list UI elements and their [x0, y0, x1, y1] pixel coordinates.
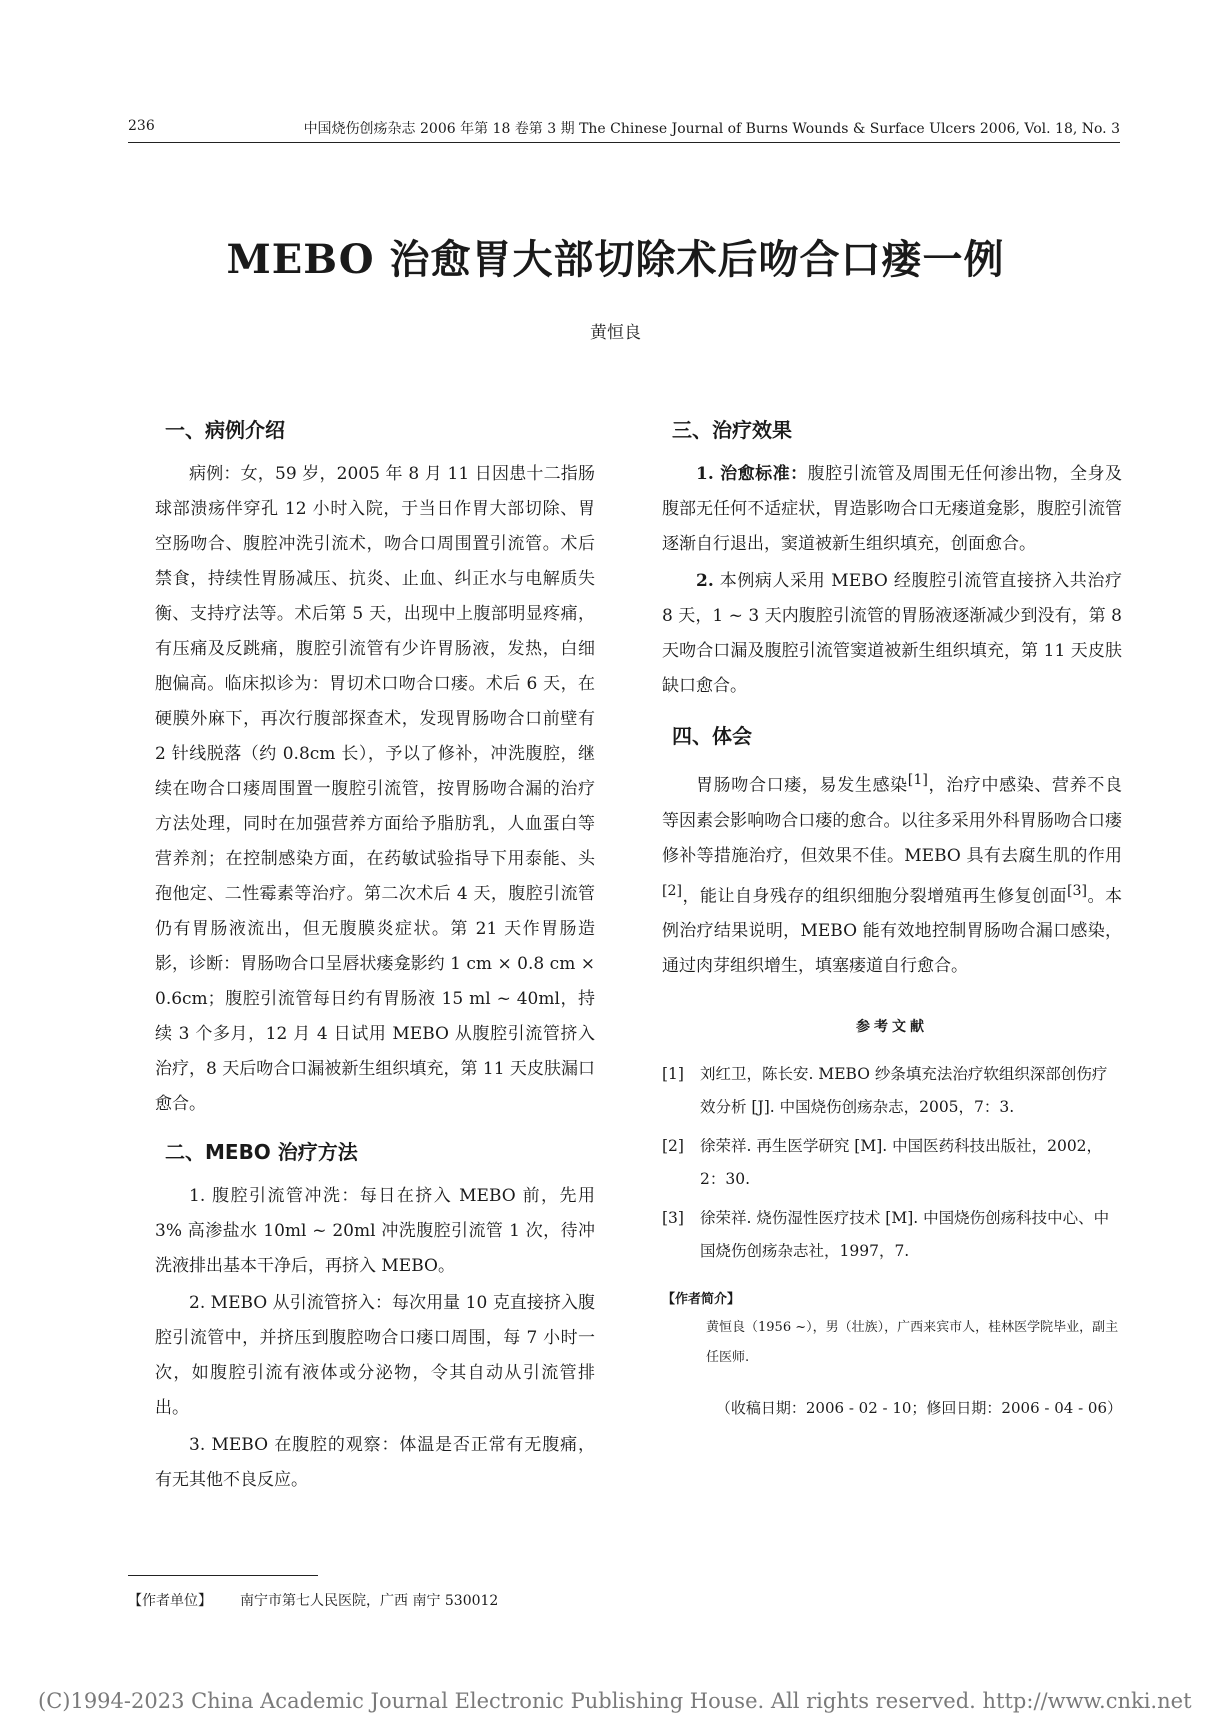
affiliation-text: 南宁市第七人民医院，广西 南宁 530012	[240, 1593, 499, 1609]
received-dates: （收稿日期：2006 - 02 - 10；修回日期：2006 - 04 - 06）	[715, 1399, 1122, 1418]
effect-paragraph-1	[662, 457, 1122, 562]
reference-text: 刘红卫，陈长安. MEBO 纱条填充法治疗软组织深部创伤疗效分析 [J]. 中国烧伤创疡杂志，2005，7：3.	[700, 1065, 1108, 1117]
experience-text-2: ，治疗中感染、营养不良等因素会影响吻合口瘘的愈合。以往多采用外科胃肠吻合口瘘修补等措施治疗，但效果不佳。MEBO 具有去腐生肌的作用	[662, 775, 1123, 866]
copyright-notice: (C)1994-2023 China Academic Journal Electronic Publishing House. All rights reserved. http://www.cnki.net	[38, 1689, 1192, 1713]
citation-3: [3]	[1067, 882, 1088, 899]
section-heading-method: 二、MEBO 治疗方法	[165, 1140, 358, 1164]
running-header	[128, 118, 1120, 140]
reference-number: [1]	[662, 1065, 684, 1084]
reference-text: 徐荣祥. 再生医学研究 [M]. 中国医药科技出版社，2002，2：30.	[700, 1137, 1103, 1189]
cure-criteria-text: 腹腔引流管及周围无任何渗出物，全身及腹部无任何不适症状，胃造影吻合口无瘘道龛影，腹腔引流管逐渐自行退出，窦道被新生组织填充，创面愈合。	[662, 464, 1122, 554]
cure-criteria-label: 1. 治愈标准：	[696, 464, 808, 484]
section-heading-experience: 四、体会	[672, 724, 752, 748]
author-name: 黄恒良	[590, 323, 641, 343]
author-bio-heading: 【作者简介】	[662, 1292, 741, 1308]
page-number: 236	[128, 118, 155, 134]
references-title: 参考文献	[856, 1019, 928, 1036]
section-heading-effect: 三、治疗效果	[672, 418, 792, 442]
journal-info: 中国烧伤创疡杂志 2006 年第 18 卷第 3 期 The Chinese Journal of Burns Wounds & Surface Ulcers 2006, Vol. 18, No. 3	[303, 121, 1120, 137]
case-paragraph: 病例：女，59 岁，2005 年 8 月 11 日因患十二指肠球部溃疡伴穿孔 12 小时入院，于当日作胃大部切除、胃空肠吻合、腹腔冲洗引流术，吻合口周围置引流管。术后禁食，持续性胃肠减压、抗炎、止血、纠正水与电解质失衡、支持疗法等。术后第 5 天，出现中上腹部明显疼痛，有压痛及反跳痛，腹腔引流管有少许胃肠液，发热，白细胞偏高。临床拟诊为：胃切术口吻合口瘘。术后 6 天，在硬膜外麻下，再次行腹部探查术，发现胃肠吻合口前壁有 2 针线脱落（约 0.8cm 长），予以了修补，冲洗腹腔，继续在吻合口瘘周围置一腹腔引流管，按胃肠吻合漏的治疗方法处理，同时在加强营养方面给予脂肪乳，人血蛋白等营养剂；在控制感染方面，在药敏试验指导下用泰能、头孢他定、二性霉素等治疗。第二次术后 4 天，腹腔引流管仍有胃肠液流出，但无腹膜炎症状。第 21 天作胃肠造影，诊断：胃肠吻合口呈唇状瘘龛影约 1 cm × 0.8 cm × 0.6cm；腹腔引流管每日约有胃肠液 15 ml ~ 40ml，持续 3 个多月，12 月 4 日试用 MEBO 从腹腔引流管挤入治疗，8 天后吻合口漏被新生组织填充，第 11 天皮肤漏口愈合。	[155, 464, 595, 1114]
header-rule	[128, 142, 1120, 143]
method-paragraph-3: 3. MEBO 在腹腔的观察：体温是否正常有无腹痛，有无其他不良反应。	[155, 1435, 595, 1490]
reference-number: [3]	[662, 1209, 684, 1228]
affiliation-label: 【作者单位】	[128, 1593, 212, 1609]
effect-item-2-label: 2.	[696, 571, 714, 591]
article-title: MEBO 治愈胃大部切除术后吻合口瘘一例	[226, 236, 1005, 283]
section-heading-case: 一、病例介绍	[165, 418, 285, 442]
experience-text-4: 。本例治疗结果说明，MEBO 能有效地控制胃肠吻合漏口感染，通过肉芽组织增生，填塞瘘道自行愈合。	[662, 886, 1123, 977]
experience-paragraph	[662, 763, 1122, 984]
right-column	[662, 414, 1122, 1418]
author-affiliation-footnote	[128, 1590, 498, 1610]
author-bio-text: 黄恒良（1956 ~），男（壮族），广西来宾市人，桂林医学院毕业，副主任医师.	[706, 1320, 1119, 1366]
footnote-rule	[128, 1575, 318, 1576]
experience-text-3: ，能让自身残存的组织细胞分裂增殖再生修复创面	[682, 886, 1067, 907]
citation-2: [2]	[662, 882, 683, 899]
method-paragraph-2: 2. MEBO 从引流管挤入：每次用量 10 克直接挤入腹腔引流管中，并挤压到腹腔吻合口瘘口周围，每 7 小时一次，如腹腔引流有液体或分泌物，令其自动从引流管排出。	[155, 1293, 595, 1418]
reference-item	[662, 1058, 1122, 1124]
left-column	[155, 414, 595, 1500]
effect-paragraph-2	[662, 564, 1122, 704]
citation-1: [1]	[907, 772, 928, 788]
experience-text-1: 胃肠吻合口瘘，易发生感染	[696, 775, 908, 796]
method-paragraph-1: 1. 腹腔引流管冲洗：每日在挤入 MEBO 前，先用 3% 高渗盐水 10ml ~ 20ml 冲洗腹腔引流管 1 次，待冲洗液排出基本干净后，再挤入 MEBO。	[155, 1186, 595, 1276]
reference-item	[662, 1130, 1122, 1196]
effect-item-2-text: 本例病人采用 MEBO 经腹腔引流管直接挤入共治疗 8 天，1 ~ 3 天内腹腔引流管的胃肠液逐渐减少到没有，第 8 天吻合口漏及腹腔引流管窦道被新生组织填充，第 11 天皮肤缺口愈合。	[662, 571, 1122, 696]
reference-item	[662, 1202, 1122, 1268]
reference-text: 徐荣祥. 烧伤湿性医疗技术 [M]. 中国烧伤创疡科技中心、中国烧伤创疡杂志社，1997，7.	[700, 1209, 1110, 1261]
reference-number: [2]	[662, 1137, 684, 1156]
